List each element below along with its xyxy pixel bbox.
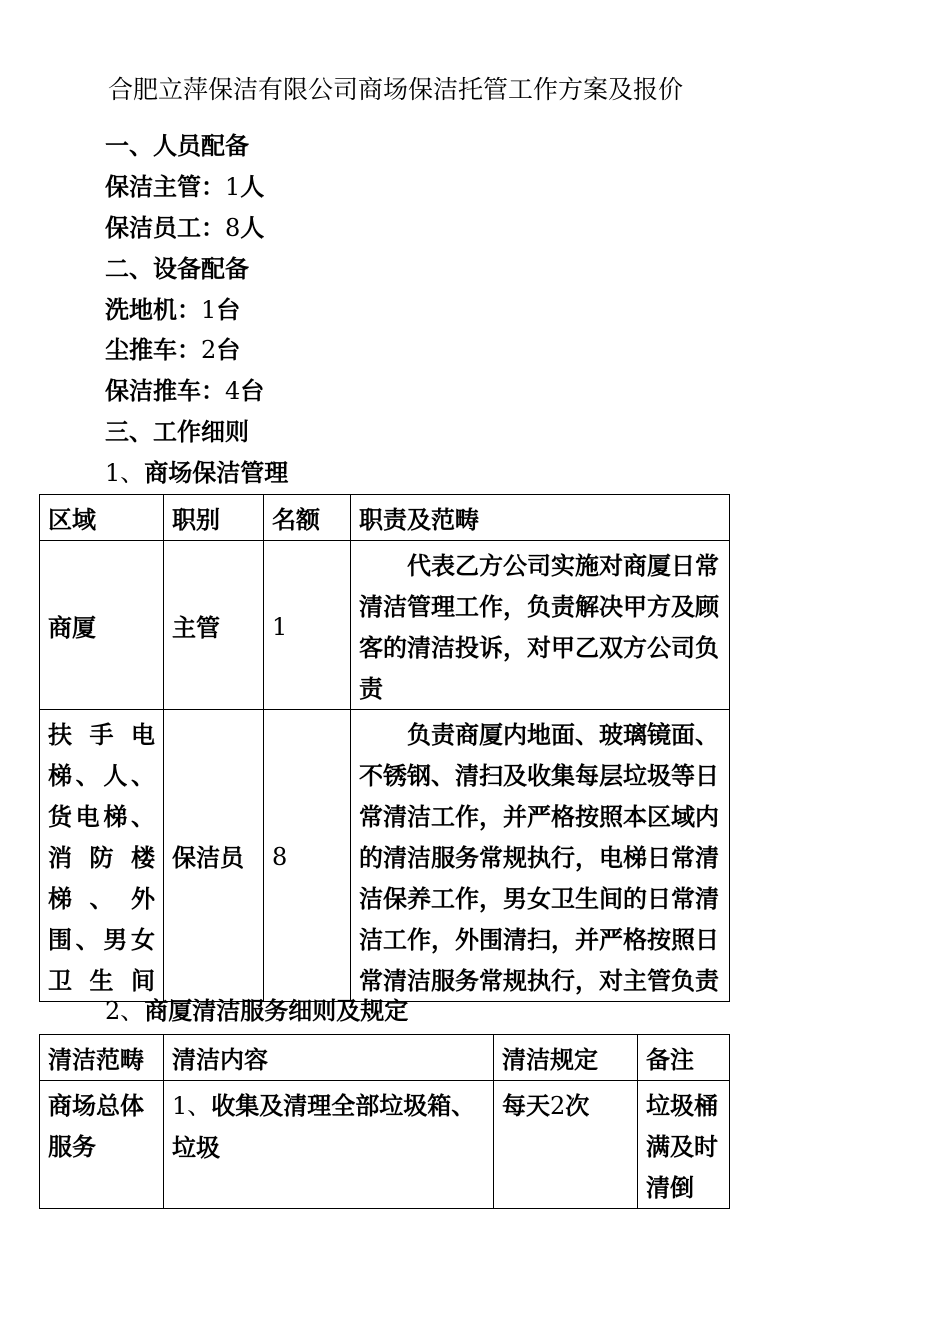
table-header-row <box>40 495 730 541</box>
staff-duty-table <box>39 494 730 1002</box>
table-row <box>40 541 730 710</box>
content-cell: 1、收集及清理全部垃圾箱、垃圾 <box>164 1081 494 1209</box>
equipment-dust-cart-line: 尘推车：2台 <box>105 335 241 364</box>
table-header-cell: 清洁内容 <box>164 1035 494 1081</box>
rule-cell: 每天2次 <box>494 1081 638 1209</box>
page-title: 合肥立萍保洁有限公司商场保洁托管工作方案及报价 <box>108 75 684 104</box>
section-heading-work-rules: 三、工作细则 <box>105 417 249 446</box>
role-cell: 保洁员 <box>164 710 264 1002</box>
table-header-cell: 职责及范畴 <box>351 495 730 541</box>
staff-supervisor-line: 保洁主管：1人 <box>105 172 265 201</box>
duty-cell: 代表乙方公司实施对商厦日常清洁管理工作，负责解决甲方及顾客的清洁投诉，对甲乙双方公司负责 <box>351 541 730 710</box>
table-header-row <box>40 1035 730 1081</box>
table-header-cell: 区域 <box>40 495 164 541</box>
area-cell: 扶手电梯、人、货电梯、消防楼梯、外围、男女卫生间 <box>40 710 164 1002</box>
scope-cell: 商场总体服务 <box>40 1081 164 1209</box>
staff-cleaner-line: 保洁员工：8人 <box>105 213 265 242</box>
count-cell: 8 <box>264 710 351 1002</box>
role-cell: 主管 <box>164 541 264 710</box>
section-heading-equipment: 二、设备配备 <box>105 254 249 283</box>
cleaning-rules-table <box>39 1034 730 1209</box>
duty-cell: 负责商厦内地面、玻璃镜面、不锈钢、清扫及收集每层垃圾等日常清洁工作，并严格按照本区域内的清洁服务常规执行，电梯日常清洁保养工作，男女卫生间的日常清洁工作，外围清扫，并严格按照日常清洁服务常规执行，对主管负责 <box>351 710 730 1002</box>
equipment-scrubber-line: 洗地机：1台 <box>105 295 241 324</box>
table-header-cell: 备注 <box>638 1035 730 1081</box>
count-cell: 1 <box>264 541 351 710</box>
table-header-cell: 职别 <box>164 495 264 541</box>
section-heading-staff: 一、人员配备 <box>105 131 249 160</box>
subsection-cleaning-service-rules: 2、商厦清洁服务细则及规定 <box>105 996 409 1025</box>
subsection-mall-cleaning-management: 1、商场保洁管理 <box>105 458 289 487</box>
area-cell: 商厦 <box>40 541 164 710</box>
note-cell: 垃圾桶满及时清倒 <box>638 1081 730 1209</box>
table-header-cell: 清洁范畴 <box>40 1035 164 1081</box>
table-row <box>40 710 730 1002</box>
equipment-cleaning-cart-line: 保洁推车：4台 <box>105 376 265 405</box>
table-row <box>40 1081 730 1209</box>
table-header-cell: 名额 <box>264 495 351 541</box>
table-header-cell: 清洁规定 <box>494 1035 638 1081</box>
